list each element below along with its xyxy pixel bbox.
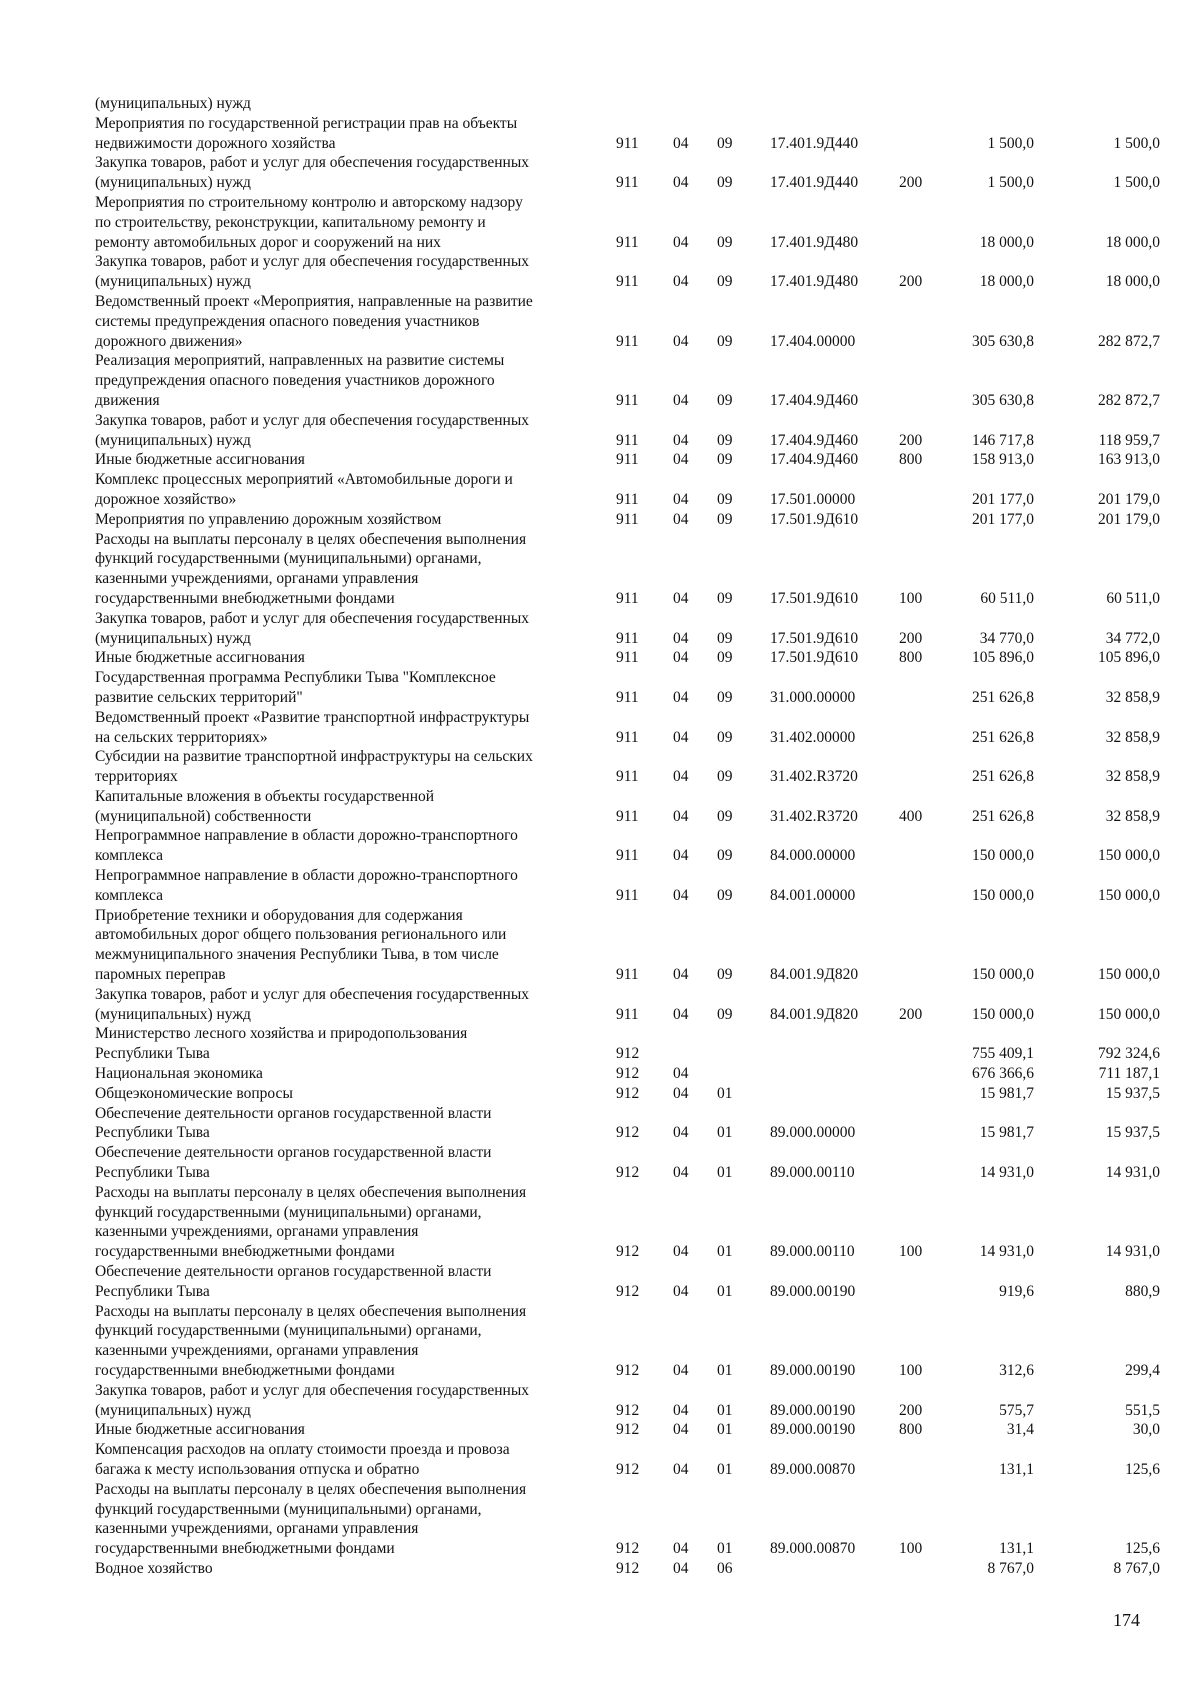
- subsection-code: 09: [717, 451, 733, 469]
- table-row: [0, 530, 1200, 609]
- admin-code: 911: [616, 1005, 639, 1023]
- subsection-code: 09: [717, 391, 733, 409]
- amount-year-2: 125,6: [1125, 1460, 1160, 1478]
- row-description: Ведомственный проект «Развитие транспортной инфраструктуры на сельских территориях»: [95, 708, 530, 746]
- subsection-code: 09: [717, 768, 733, 786]
- admin-code: 911: [616, 391, 639, 409]
- row-description: Закупка товаров, работ и услуг для обеспечения государственных (муниципальных) нужд: [95, 154, 530, 192]
- row-description: (муниципальных) нужд: [95, 95, 251, 112]
- table-row: [0, 114, 1200, 154]
- target-article-code: 89.000.00190: [770, 1362, 856, 1379]
- section-code: 04: [673, 649, 689, 667]
- subsection-code: 09: [717, 174, 733, 192]
- target-article-code: 17.501.9Д610: [770, 629, 859, 647]
- subsection-code: 09: [717, 510, 733, 528]
- amount-year-1: 201 177,0: [972, 510, 1034, 528]
- subsection-code: 09: [717, 847, 733, 865]
- admin-code: 911: [616, 847, 639, 865]
- table-row: [0, 1440, 1200, 1480]
- admin-code: 911: [616, 490, 639, 508]
- row-description: Реализация мероприятий, направленных на развитие системы предупреждения опасного поведения участников дорожного движения: [95, 352, 505, 409]
- amount-year-1: 34 770,0: [979, 629, 1034, 647]
- amount-year-1: 14 931,0: [979, 1164, 1034, 1182]
- table-row: [0, 708, 1200, 748]
- row-description: Комплекс процессных мероприятий «Автомобильные дороги и дорожное хозяйство»: [95, 471, 513, 508]
- admin-code: 911: [616, 273, 639, 291]
- section-code: 04: [673, 1540, 689, 1558]
- row-description: Государственная программа Республики Тыва "Комплексное развитие сельских территорий": [95, 669, 496, 706]
- amount-year-1: 131,1: [999, 1460, 1034, 1478]
- table-row: [0, 906, 1200, 985]
- target-article-code: 84.001.9Д820: [770, 1005, 859, 1023]
- expense-type-code: 200: [899, 1005, 923, 1023]
- table-row: [0, 1024, 1200, 1064]
- amount-year-2: 30,0: [1132, 1421, 1160, 1439]
- table-row: [0, 866, 1200, 906]
- target-article-code: 31.402.R3720: [770, 807, 858, 825]
- table-row: [0, 1480, 1200, 1559]
- admin-code: 911: [616, 728, 639, 746]
- admin-code: 912: [616, 1243, 640, 1261]
- target-article-code: 17.404.9Д460: [770, 451, 859, 469]
- admin-code: 911: [616, 233, 639, 251]
- section-code: 04: [673, 490, 689, 508]
- amount-year-2: 163 913,0: [1098, 451, 1160, 469]
- target-article-code: 17.401.9Д480: [770, 233, 859, 251]
- amount-year-1: 201 177,0: [972, 490, 1034, 508]
- amount-year-1: 150 000,0: [972, 966, 1034, 984]
- row-description: Приобретение техники и оборудования для содержания автомобильных дорог общего пользования регионального или межмуниципального значения Республики Тыва, в том числе паромных переправ: [95, 906, 507, 984]
- target-article-code: 17.501.9Д610: [770, 649, 859, 667]
- amount-year-2: 1 500,0: [1113, 134, 1160, 152]
- subsection-code: 09: [717, 1005, 733, 1023]
- amount-year-2: 60 511,0: [1106, 589, 1160, 607]
- target-article-code: 89.000.00870: [770, 1460, 856, 1478]
- section-code: 04: [673, 1164, 689, 1182]
- admin-code: 912: [616, 1164, 640, 1182]
- expense-type-code: 200: [899, 629, 923, 647]
- table-row: [0, 1143, 1200, 1183]
- amount-year-1: 251 626,8: [972, 728, 1034, 746]
- table-row: [0, 985, 1200, 1025]
- table-row: [0, 826, 1200, 866]
- expense-type-code: 100: [899, 1362, 923, 1379]
- amount-year-2: 282 872,7: [1098, 332, 1160, 350]
- amount-year-2: 105 896,0: [1098, 649, 1160, 667]
- amount-year-2: 711 187,1: [1098, 1065, 1160, 1083]
- amount-year-1: 131,1: [999, 1540, 1034, 1558]
- subsection-code: 01: [717, 1164, 733, 1182]
- subsection-code: 09: [717, 688, 733, 706]
- admin-code: 912: [616, 1362, 640, 1379]
- row-description: Общеэкономические вопросы: [95, 1084, 293, 1102]
- expense-type-code: 100: [899, 1243, 923, 1261]
- amount-year-1: 14 931,0: [979, 1243, 1034, 1261]
- table-row: [0, 1559, 1200, 1579]
- row-description: Министерство лесного хозяйства и природопользования Республики Тыва: [95, 1025, 468, 1063]
- target-article-code: 31.000.00000: [770, 688, 856, 706]
- section-code: 04: [673, 688, 689, 706]
- admin-code: 912: [616, 1460, 640, 1478]
- amount-year-1: 105 896,0: [972, 649, 1034, 667]
- amount-year-1: 1 500,0: [987, 134, 1034, 152]
- expense-type-code: 800: [899, 649, 923, 667]
- admin-code: 912: [616, 1540, 640, 1558]
- row-description: Мероприятия по управлению дорожным хозяйством: [95, 510, 442, 528]
- table-row: [0, 94, 1200, 114]
- amount-year-2: 201 179,0: [1098, 510, 1160, 528]
- row-description: Обеспечение деятельности органов государственной власти Республики Тыва: [95, 1263, 492, 1300]
- subsection-code: 01: [717, 1421, 733, 1439]
- target-article-code: 89.000.00870: [770, 1540, 856, 1558]
- budget-table: [0, 94, 1200, 1579]
- subsection-code: 01: [717, 1243, 733, 1261]
- amount-year-2: 150 000,0: [1098, 966, 1160, 984]
- section-code: 04: [673, 134, 689, 152]
- amount-year-1: 676 366,6: [972, 1065, 1034, 1083]
- row-description: Закупка товаров, работ и услуг для обеспечения государственных (муниципальных) нужд: [95, 1381, 530, 1419]
- table-row: [0, 292, 1200, 351]
- amount-year-2: 551,5: [1125, 1401, 1160, 1419]
- table-row: [0, 1302, 1200, 1381]
- section-code: 04: [673, 332, 689, 350]
- admin-code: 912: [616, 1065, 640, 1083]
- subsection-code: 01: [717, 1282, 733, 1300]
- target-article-code: 89.000.00110: [770, 1164, 855, 1182]
- amount-year-2: 150 000,0: [1098, 847, 1160, 865]
- section-code: 04: [673, 807, 689, 825]
- amount-year-2: 34 772,0: [1105, 629, 1160, 647]
- section-code: 04: [673, 629, 689, 647]
- amount-year-2: 150 000,0: [1098, 886, 1160, 904]
- row-description: Иные бюджетные ассигнования: [95, 1421, 305, 1439]
- section-code: 04: [673, 1401, 689, 1419]
- admin-code: 912: [616, 1084, 640, 1102]
- row-description: Закупка товаров, работ и услуг для обеспечения государственных (муниципальных) нужд: [95, 609, 530, 647]
- expense-type-code: 800: [899, 1421, 923, 1439]
- expense-type-code: 200: [899, 431, 923, 449]
- subsection-code: 09: [717, 649, 733, 667]
- amount-year-2: 1 500,0: [1113, 174, 1160, 192]
- subsection-code: 01: [717, 1460, 733, 1478]
- amount-year-2: 282 872,7: [1098, 391, 1160, 409]
- table-row: [0, 1262, 1200, 1302]
- amount-year-1: 60 511,0: [980, 589, 1034, 607]
- amount-year-1: 146 717,8: [972, 431, 1034, 449]
- target-article-code: 31.402.00000: [770, 728, 856, 746]
- admin-code: 911: [616, 768, 639, 786]
- admin-code: 911: [616, 174, 639, 192]
- row-description: Водное хозяйство: [95, 1559, 213, 1577]
- admin-code: 912: [616, 1282, 640, 1300]
- subsection-code: 09: [717, 490, 733, 508]
- admin-code: 911: [616, 451, 639, 469]
- section-code: 04: [673, 1421, 689, 1439]
- target-article-code: 17.401.9Д440: [770, 174, 859, 192]
- section-code: 04: [673, 847, 689, 865]
- expense-type-code: 200: [899, 273, 923, 291]
- target-article-code: 17.501.00000: [770, 490, 856, 508]
- table-row: [0, 1064, 1200, 1084]
- row-description: Непрограммное направление в области дорожно-транспортного комплекса: [95, 867, 518, 904]
- row-description: Закупка товаров, работ и услуг для обеспечения государственных (муниципальных) нужд: [95, 253, 530, 291]
- amount-year-2: 15 937,5: [1105, 1084, 1160, 1102]
- amount-year-2: 792 324,6: [1098, 1045, 1160, 1063]
- admin-code: 911: [616, 649, 639, 667]
- row-description: Обеспечение деятельности органов государственной власти Республики Тыва: [95, 1144, 492, 1182]
- section-code: 04: [673, 1460, 689, 1478]
- section-code: 04: [673, 1005, 689, 1023]
- expense-type-code: 400: [899, 807, 923, 825]
- section-code: 04: [673, 174, 689, 192]
- table-row: [0, 153, 1200, 193]
- admin-code: 911: [616, 332, 639, 350]
- section-code: 04: [673, 431, 689, 449]
- subsection-code: 09: [717, 589, 733, 607]
- row-description: Мероприятия по государственной регистрации прав на объекты недвижимости дорожного хозяйства: [95, 114, 518, 152]
- admin-code: 912: [616, 1045, 640, 1063]
- subsection-code: 01: [717, 1084, 733, 1102]
- admin-code: 911: [616, 688, 639, 706]
- subsection-code: 09: [717, 431, 733, 449]
- table-row: [0, 668, 1200, 708]
- table-row: [0, 193, 1200, 252]
- table-row: [0, 1183, 1200, 1262]
- amount-year-2: 880,9: [1125, 1282, 1160, 1300]
- amount-year-1: 312,6: [999, 1362, 1034, 1379]
- admin-code: 911: [616, 589, 639, 607]
- expense-type-code: 800: [899, 451, 923, 469]
- amount-year-1: 251 626,8: [972, 807, 1034, 825]
- amount-year-2: 32 858,9: [1105, 688, 1160, 706]
- table-row: [0, 609, 1200, 649]
- row-description: Капитальные вложения в объекты государственной (муниципальной) собственности: [95, 787, 435, 825]
- amount-year-2: 14 931,0: [1105, 1164, 1160, 1182]
- amount-year-2: 125,6: [1125, 1540, 1160, 1558]
- table-row: [0, 648, 1200, 668]
- row-description: Мероприятия по строительному контролю и авторскому надзору по строительству, реконструкции, капитальному ремонту и ремонту автомобильных дорог и сооружений на них: [95, 193, 523, 251]
- row-description: Обеспечение деятельности органов государственной власти Республики Тыва: [95, 1104, 492, 1142]
- amount-year-1: 1 500,0: [987, 174, 1034, 192]
- amount-year-1: 8 767,0: [987, 1559, 1034, 1577]
- amount-year-1: 575,7: [999, 1401, 1034, 1419]
- admin-code: 912: [616, 1401, 640, 1419]
- table-row: [0, 1420, 1200, 1440]
- admin-code: 911: [616, 431, 639, 449]
- table-row: [0, 470, 1200, 510]
- expense-type-code: 200: [899, 174, 923, 192]
- section-code: 04: [673, 1243, 689, 1261]
- subsection-code: 09: [717, 332, 733, 350]
- section-code: 04: [673, 451, 689, 469]
- target-article-code: 17.401.9Д440: [770, 134, 859, 152]
- row-description: Субсидии на развитие транспортной инфраструктуры на сельских территориях: [95, 748, 533, 786]
- subsection-code: 01: [717, 1401, 733, 1419]
- subsection-code: 09: [717, 966, 733, 984]
- amount-year-2: 18 000,0: [1105, 233, 1160, 251]
- amount-year-1: 251 626,8: [972, 768, 1034, 786]
- section-code: 04: [673, 768, 689, 786]
- subsection-code: 09: [717, 728, 733, 746]
- row-description: Непрограммное направление в области дорожно-транспортного комплекса: [95, 827, 518, 865]
- amount-year-1: 755 409,1: [972, 1045, 1034, 1063]
- section-code: 04: [673, 233, 689, 251]
- amount-year-1: 150 000,0: [972, 1005, 1034, 1023]
- subsection-code: 09: [717, 233, 733, 251]
- amount-year-2: 201 179,0: [1098, 490, 1160, 508]
- section-code: 04: [673, 1065, 689, 1083]
- admin-code: 911: [616, 966, 639, 984]
- amount-year-1: 150 000,0: [972, 847, 1034, 865]
- section-code: 04: [673, 589, 689, 607]
- subsection-code: 06: [717, 1559, 733, 1577]
- table-row: [0, 1104, 1200, 1144]
- amount-year-2: 32 858,9: [1105, 728, 1160, 746]
- row-description: Расходы на выплаты персоналу в целях обеспечения выполнения функций государственными (муниципальными) органами, казенными учреждениями, органами управления государственными внебюджетными фондами: [95, 1480, 527, 1558]
- table-row: [0, 510, 1200, 530]
- subsection-code: 09: [717, 807, 733, 825]
- subsection-code: 01: [717, 1362, 733, 1379]
- amount-year-1: 31,4: [1006, 1421, 1034, 1439]
- admin-code: 911: [616, 886, 639, 904]
- table-row: [0, 351, 1200, 410]
- section-code: 04: [673, 1124, 689, 1142]
- table-row: [0, 747, 1200, 787]
- amount-year-1: 18 000,0: [979, 273, 1034, 291]
- amount-year-1: 15 981,7: [979, 1084, 1034, 1102]
- amount-year-1: 158 913,0: [972, 451, 1034, 469]
- target-article-code: 17.404.00000: [770, 332, 856, 350]
- amount-year-2: 14 931,0: [1105, 1243, 1160, 1261]
- admin-code: 911: [616, 510, 639, 528]
- row-description: Национальная экономика: [95, 1065, 263, 1083]
- target-article-code: 84.000.00000: [770, 847, 856, 865]
- table-row: [0, 787, 1200, 827]
- expense-type-code: 200: [899, 1401, 923, 1419]
- row-description: Ведомственный проект «Мероприятия, направленные на развитие системы предупреждения опасного поведения участников дорожного движения»: [95, 292, 533, 350]
- section-code: 04: [673, 510, 689, 528]
- amount-year-1: 919,6: [999, 1282, 1034, 1300]
- admin-code: 912: [616, 1124, 640, 1142]
- amount-year-2: 118 959,7: [1098, 431, 1160, 449]
- row-description: Расходы на выплаты персоналу в целях обеспечения выполнения функций государственными (муниципальными) органами, казенными учреждениями, органами управления государственными внебюджетными фондами: [95, 1302, 527, 1379]
- row-description: Закупка товаров, работ и услуг для обеспечения государственных (муниципальных) нужд: [95, 985, 530, 1023]
- target-article-code: 89.000.00110: [770, 1243, 855, 1261]
- expense-type-code: 100: [899, 1540, 923, 1558]
- row-description: Расходы на выплаты персоналу в целях обеспечения выполнения функций государственными (муниципальными) органами, казенными учреждениями, органами управления государственными внебюджетными фондами: [95, 530, 527, 607]
- section-code: 04: [673, 1559, 689, 1577]
- amount-year-1: 305 630,8: [972, 391, 1034, 409]
- amount-year-1: 150 000,0: [972, 886, 1034, 904]
- subsection-code: 09: [717, 629, 733, 647]
- table-row: [0, 450, 1200, 470]
- admin-code: 912: [616, 1421, 640, 1439]
- section-code: 04: [673, 966, 689, 984]
- subsection-code: 01: [717, 1540, 733, 1558]
- row-description: Иные бюджетные ассигнования: [95, 649, 305, 667]
- row-description: Компенсация расходов на оплату стоимости проезда и провоза багажа к месту использования отпуска и обратно: [95, 1441, 510, 1478]
- subsection-code: 09: [717, 273, 733, 291]
- amount-year-1: 15 981,7: [979, 1124, 1034, 1142]
- table-row: [0, 1381, 1200, 1421]
- admin-code: 912: [616, 1559, 640, 1577]
- amount-year-2: 18 000,0: [1105, 273, 1160, 291]
- table-row: [0, 1084, 1200, 1104]
- amount-year-2: 32 858,9: [1105, 807, 1160, 825]
- section-code: 04: [673, 1362, 689, 1379]
- admin-code: 911: [616, 807, 639, 825]
- target-article-code: 17.404.9Д460: [770, 391, 859, 409]
- amount-year-2: 32 858,9: [1105, 768, 1160, 786]
- target-article-code: 17.501.9Д610: [770, 510, 859, 528]
- target-article-code: 17.404.9Д460: [770, 431, 859, 449]
- section-code: 04: [673, 886, 689, 904]
- amount-year-1: 18 000,0: [979, 233, 1034, 251]
- target-article-code: 84.001.9Д820: [770, 966, 859, 984]
- expense-type-code: 100: [899, 589, 923, 607]
- section-code: 04: [673, 728, 689, 746]
- subsection-code: 09: [717, 886, 733, 904]
- page-number: 174: [1113, 1610, 1140, 1630]
- section-code: 04: [673, 1084, 689, 1102]
- table-row: [0, 252, 1200, 292]
- target-article-code: 84.001.00000: [770, 886, 856, 904]
- amount-year-2: 8 767,0: [1113, 1559, 1160, 1577]
- target-article-code: 31.402.R3720: [770, 768, 858, 786]
- amount-year-2: 150 000,0: [1098, 1005, 1160, 1023]
- amount-year-2: 15 937,5: [1105, 1124, 1160, 1142]
- admin-code: 911: [616, 134, 639, 152]
- section-code: 04: [673, 273, 689, 291]
- target-article-code: 89.000.00000: [770, 1124, 856, 1142]
- admin-code: 911: [616, 629, 639, 647]
- section-code: 04: [673, 391, 689, 409]
- section-code: 04: [673, 1282, 689, 1300]
- target-article-code: 89.000.00190: [770, 1421, 856, 1439]
- amount-year-1: 305 630,8: [972, 332, 1034, 350]
- subsection-code: 01: [717, 1124, 733, 1142]
- table-row: [0, 411, 1200, 451]
- row-description: Расходы на выплаты персоналу в целях обеспечения выполнения функций государственными (муниципальными) органами, казенными учреждениями, органами управления государственными внебюджетными фондами: [95, 1183, 527, 1261]
- target-article-code: 89.000.00190: [770, 1282, 856, 1300]
- amount-year-1: 251 626,8: [972, 688, 1034, 706]
- target-article-code: 17.401.9Д480: [770, 273, 859, 291]
- row-description: Закупка товаров, работ и услуг для обеспечения государственных (муниципальных) нужд: [95, 411, 530, 449]
- row-description: Иные бюджетные ассигнования: [95, 451, 305, 469]
- target-article-code: 17.501.9Д610: [770, 589, 859, 607]
- target-article-code: 89.000.00190: [770, 1401, 856, 1419]
- amount-year-2: 299,4: [1125, 1362, 1160, 1379]
- subsection-code: 09: [717, 134, 733, 152]
